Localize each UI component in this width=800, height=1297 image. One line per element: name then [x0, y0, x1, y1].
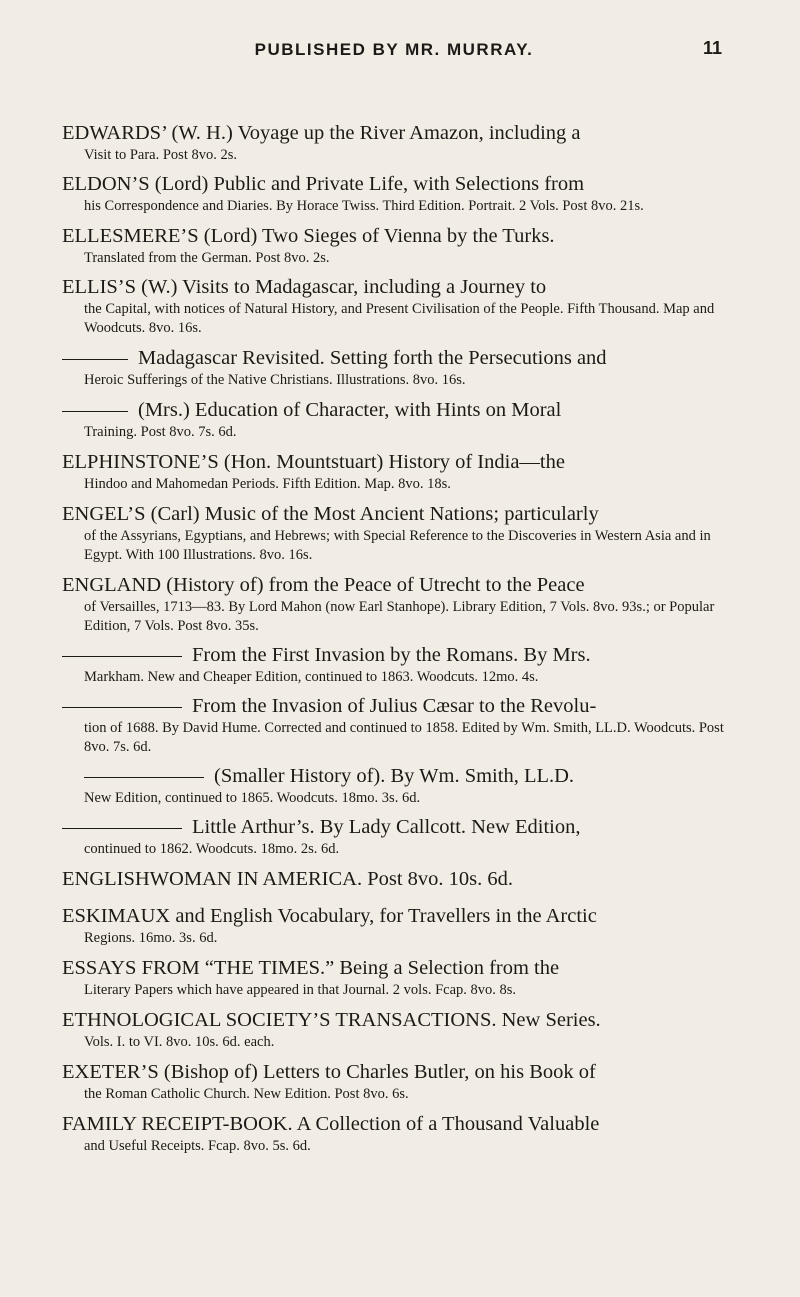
entry-heading: [62, 398, 750, 423]
entry-details: continued to 1862. Woodcuts. 18mo. 2s. 6d.: [84, 841, 340, 857]
entry-details: his Correspondence and Diaries. By Horace Twiss. Third Edition. Portrait. 2 Vols. Post 8vo. 21s.: [84, 198, 644, 214]
catalogue-entry-sub: [62, 764, 750, 808]
entry-details: the Capital, with notices of Natural History, and Present Civilisation of the People. Fifth Thousand. Map and Woodcuts. 8vo. 16s.: [84, 301, 715, 336]
entry-heading: [62, 815, 750, 840]
catalogue-entry: [62, 904, 750, 948]
entry-details: New Edition, continued to 1865. Woodcuts. 18mo. 3s. 6d.: [84, 790, 421, 806]
entry-details: tion of 1688. By David Hume. Corrected and continued to 1858. Edited by Wm. Smith, LL.D. Woodcuts. Post 8vo. 7s. 6d.: [84, 720, 724, 755]
catalogue-entry-sub: [62, 346, 750, 390]
entry-heading: EXETER’S (Bishop of) Letters to Charles Butler, on his Book of: [62, 1061, 596, 1083]
entry-heading-text: (Mrs.) Education of Character, with Hints on Moral: [138, 399, 562, 421]
catalogue-entry: [62, 1060, 750, 1104]
entry-heading-text: (Smaller History of). By Wm. Smith, LL.D.: [214, 765, 575, 787]
catalogue-entry: [62, 1008, 750, 1052]
ditto-rule: [84, 777, 204, 778]
entry-heading: ELLESMERE’S (Lord) Two Sieges of Vienna by the Turks.: [62, 225, 555, 247]
catalogue-entry-sub: [62, 694, 750, 757]
entry-details: and Useful Receipts. Fcap. 8vo. 5s. 6d.: [84, 1138, 311, 1154]
entry-heading: FAMILY RECEIPT-BOOK. A Collection of a Thousand Valuable: [62, 1113, 600, 1135]
catalogue-entry-sub: [62, 643, 750, 687]
entry-heading: ELLIS’S (W.) Visits to Madagascar, including a Journey to: [62, 276, 547, 298]
running-head: PUBLISHED BY MR. MURRAY.: [254, 40, 534, 59]
entry-heading: ENGLAND (History of) from the Peace of Utrecht to the Peace: [62, 574, 585, 596]
entry-details: Literary Papers which have appeared in that Journal. 2 vols. Fcap. 8vo. 8s.: [84, 982, 517, 998]
entry-heading: ELDON’S (Lord) Public and Private Life, with Selections from: [62, 173, 585, 195]
catalogue-entry: [62, 502, 750, 565]
entry-heading: ESKIMAUX and English Vocabulary, for Travellers in the Arctic: [62, 905, 597, 927]
entry-heading: ETHNOLOGICAL SOCIETY’S TRANSACTIONS. New Series.: [62, 1009, 601, 1031]
entry-details: Vols. I. to VI. 8vo. 10s. 6d. each.: [84, 1034, 275, 1050]
catalogue-entry: [62, 172, 750, 216]
catalogue-entry: [62, 121, 750, 165]
entry-details: of the Assyrians, Egyptians, and Hebrews; with Special Reference to the Discoveries in Western Asia and in Egypt. With 100 Illustrations. 8vo. 16s.: [84, 528, 711, 563]
entry-details: of Versailles, 1713—83. By Lord Mahon (now Earl Stanhope). Library Edition, 7 Vols. 8vo. 93s.; or Popular Edition, 7 Vols. Post 8vo. 35s.: [84, 599, 715, 634]
catalogue-entry: [62, 573, 750, 636]
catalogue-entry: [62, 956, 750, 1000]
catalogue-entry: [62, 224, 750, 268]
catalogue-entry: [62, 275, 750, 338]
entry-details: Translated from the German. Post 8vo. 2s.: [84, 250, 330, 266]
entry-heading: EDWARDS’ (W. H.) Voyage up the River Amazon, including a: [62, 122, 581, 144]
ditto-rule: [62, 707, 182, 708]
catalogue-entry: [62, 1112, 750, 1156]
ditto-rule: [62, 359, 128, 360]
catalogue-entry: [62, 867, 750, 892]
entry-details: the Roman Catholic Church. New Edition. Post 8vo. 6s.: [84, 1086, 409, 1102]
entry-heading-text: Little Arthur’s. By Lady Callcott. New Edition,: [192, 816, 581, 838]
catalogue-entry-sub: [62, 398, 750, 442]
entry-heading: [62, 764, 750, 789]
ditto-rule: [62, 828, 182, 829]
ditto-rule: [62, 656, 182, 657]
entry-heading-text: Madagascar Revisited. Setting forth the Persecutions and: [138, 347, 607, 369]
entry-heading: ELPHINSTONE’S (Hon. Mountstuart) History of India—the: [62, 451, 565, 473]
entry-heading: [62, 694, 750, 719]
page-header: [66, 36, 722, 70]
entry-details: Regions. 16mo. 3s. 6d.: [84, 930, 218, 946]
entry-details: Hindoo and Mahomedan Periods. Fifth Edition. Map. 8vo. 18s.: [84, 476, 451, 492]
catalogue-entry-sub: [62, 815, 750, 859]
entry-details: Heroic Sufferings of the Native Christians. Illustrations. 8vo. 16s.: [84, 372, 466, 388]
entry-details: Visit to Para. Post 8vo. 2s.: [84, 147, 238, 163]
entry-details: Training. Post 8vo. 7s. 6d.: [84, 424, 237, 440]
catalogue-entry: [62, 450, 750, 494]
entry-details: Markham. New and Cheaper Edition, continued to 1863. Woodcuts. 12mo. 4s.: [84, 669, 539, 685]
entry-heading-text: From the Invasion of Julius Cæsar to the Revolu-: [192, 695, 597, 717]
entry-heading: ENGLISHWOMAN IN AMERICA. Post 8vo. 10s. 6d.: [62, 868, 514, 890]
entry-heading-text: From the First Invasion by the Romans. By Mrs.: [192, 644, 591, 666]
entry-heading: ESSAYS FROM “THE TIMES.” Being a Selection from the: [62, 957, 560, 979]
page-number: 11: [702, 38, 722, 58]
entry-heading: [62, 643, 750, 668]
entry-heading: ENGEL’S (Carl) Music of the Most Ancient Nations; particularly: [62, 503, 599, 525]
ditto-rule: [62, 411, 128, 412]
entry-heading: [62, 346, 750, 371]
catalogue-entries: [62, 121, 750, 1156]
